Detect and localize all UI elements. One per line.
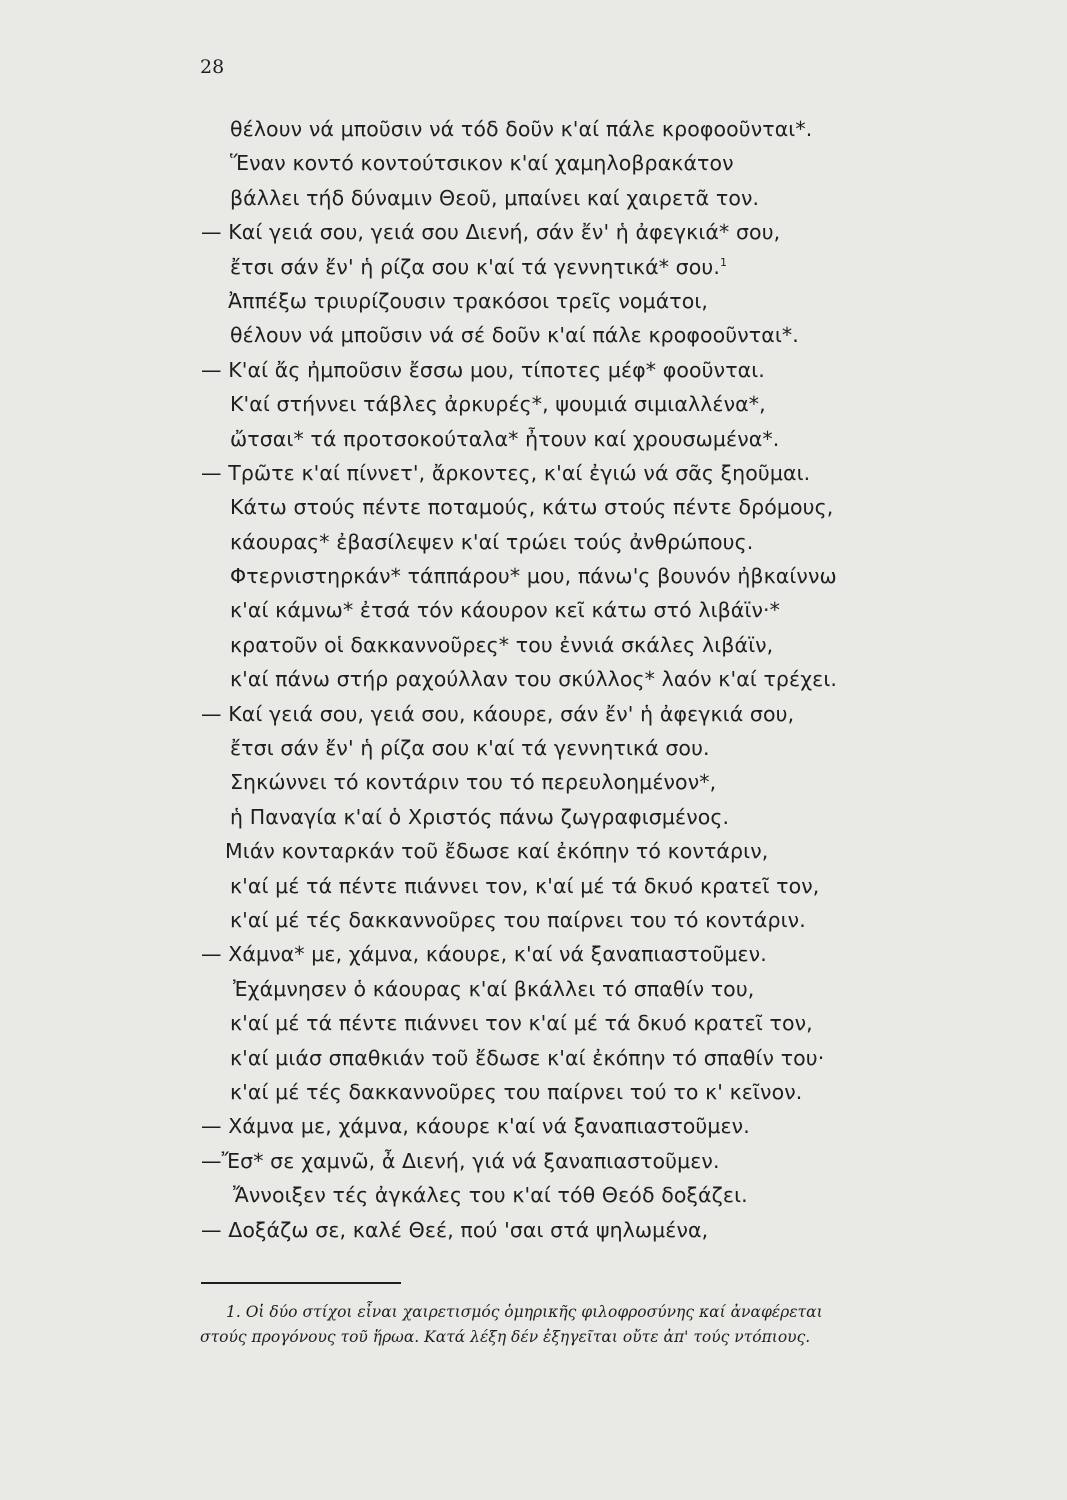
footnote — [200, 1300, 1036, 1350]
poem-line: ἡ Παναγία κ'αί ὁ Χριστός πάνω ζωγραφισμένος. — [230, 804, 730, 829]
poem-line: — Κ'αί ἄς ἠμποῦσιν ἔσσω μου, τίποτες μέφ* φοοῦνται. — [201, 357, 765, 382]
poem-line: Ἀππέξω τριυρίζουσιν τρακόσοι τρεῖς νομάτοι, — [228, 288, 709, 313]
poem-line: — Δοξάζω σε, καλέ Θεέ, πού 'σαι στά ψηλωμένα, — [201, 1217, 709, 1242]
poem-line: — Τρῶτε κ'αί πίννετ', ἄρκοντες, κ'αί ἐγιώ νά σᾶς ξηοῦμαι. — [201, 460, 811, 485]
poem-line: βάλλει τήδ δύναμιν Θεοῦ, μπαίνει καί χαιρετᾶ τον. — [230, 185, 760, 210]
footnote-line: 1. Οἱ δύο στίχοι εἶναι χαιρετισμός ὁμηρικῆς φιλοφροσύνης καί ἀναφέρεται — [226, 1303, 823, 1321]
poem-line: Σηκώννει τό κοντάριν του τό περευλοημένον*, — [230, 770, 717, 795]
poem-line: —Ἔσ* σε χαμνῶ, ἆ Διενή, γιά νά ξαναπιαστοῦμεν. — [201, 1148, 720, 1173]
poem-line: κ'αί μέ τές δακκαννοῦρες του παίρνει τού το κ' κεῖνον. — [230, 1079, 803, 1104]
poem-line: Μιάν κονταρκάν τοῦ ἔδωσε καί ἐκόπην τό κοντάριν, — [225, 839, 769, 864]
poem-line-text: ἔτσι σάν ἔν' ἡ ρίζα σου κ'αί τά γεννητικά* σου. — [230, 254, 720, 279]
poem-line: Ἐχάμνησεν ὁ κάουρας κ'αί βκάλλει τό σπαθίν του, — [233, 976, 755, 1001]
footnote-line: στούς προγόνους τοῦ ἥρωα. Κατά λέξη δέν ἐξηγεῖται οὔτε ἀπ' τούς ντόπιους. — [200, 1328, 811, 1346]
poem-line-with-note — [201, 250, 1041, 284]
poem-line: Κάτω στούς πέντε ποταμούς, κάτω στούς πέντε δρόμους, — [230, 495, 834, 520]
poem-line: Ἄννοιξεν τές ἀγκάλες του κ'αί τόθ Θεόδ δοξάζει. — [233, 1183, 748, 1208]
poem-line: κ'αί μέ τά πέντε πιάννει τον, κ'αί μέ τά δκυό κρατεῖ τον, — [230, 873, 820, 898]
poem-line: κρατοῦν οἱ δακκαννοῦρες* του ἐννιά σκάλες λιβάϊν, — [230, 632, 774, 657]
poem-line: ὤτσαι* τά προτσοκούταλα* ἦτουν καί χρουσωμένα*. — [230, 426, 780, 451]
poem-line: Κ'αί στήννει τάβλες ἀρκυρές*, ψουμιά σιμιαλλένα*, — [230, 392, 766, 417]
poem-line: — Χάμνα με, χάμνα, κάουρε κ'αί νά ξαναπιαστοῦμεν. — [201, 1114, 750, 1139]
poem-line: κ'αί κάμνω* ἐτσά τόν κάουρον κεῖ κάτω στό λιβάϊν·* — [230, 598, 780, 623]
poem-line: θέλουν νά μποῦσιν νά σέ δοῦν κ'αί πάλε κροφοοῦνται*. — [230, 323, 799, 348]
poem-line: κ'αί μιάσ σπαθκιάν τοῦ ἔδωσε κ'αί ἐκόπην τό σπαθίν του· — [230, 1045, 825, 1070]
poem-line: — Καί γειά σου, γειά σου Διενή, σάν ἔν' ἡ ἀφεγκιά* σου, — [201, 220, 781, 245]
poem-line: κ'αί πάνω στήρ ραχούλλαν του σκύλλος* λαόν κ'αί τρέχει. — [230, 667, 837, 692]
poem-line: κ'αί μέ τά πέντε πιάννει τον κ'αί μέ τά δκυό κρατεῖ τον, — [230, 1011, 813, 1036]
poem-line: θέλουν νά μποῦσιν νά τόδ δοῦν κ'αί πάλε κροφοοῦνται*. — [230, 117, 813, 141]
footnote-marker: 1 — [720, 255, 728, 269]
poem-line: κ'αί μέ τές δακκαννοῦρες του παίρνει του τό κοντάριν. — [230, 907, 806, 932]
poem-line: Ἕναν κοντό κοντούτσικον κ'αί χαμηλοβρακάτον — [230, 151, 734, 176]
footnote-divider — [201, 1282, 401, 1284]
poem-line: κάουρας* ἐβασίλεψεν κ'αί τρώει τούς ἀνθρώπους. — [230, 529, 754, 554]
page-number: 28 — [200, 56, 225, 78]
poem-body — [201, 112, 1041, 1247]
poem-line: ἔτσι σάν ἔν' ἡ ρίζα σου κ'αί τά γεννητικά σου. — [230, 736, 710, 761]
poem-line: — Καί γειά σου, γειά σου, κάουρε, σάν ἔν' ἡ ἀφεγκιά σου, — [201, 701, 795, 726]
poem-line: Φτερνιστηρκάν* τάππάρου* μου, πάνω'ς βουνόν ἠβκαίννω — [230, 564, 837, 589]
poem-line: — Χάμνα* με, χάμνα, κάουρε, κ'αί νά ξαναπιαστοῦμεν. — [201, 942, 767, 967]
